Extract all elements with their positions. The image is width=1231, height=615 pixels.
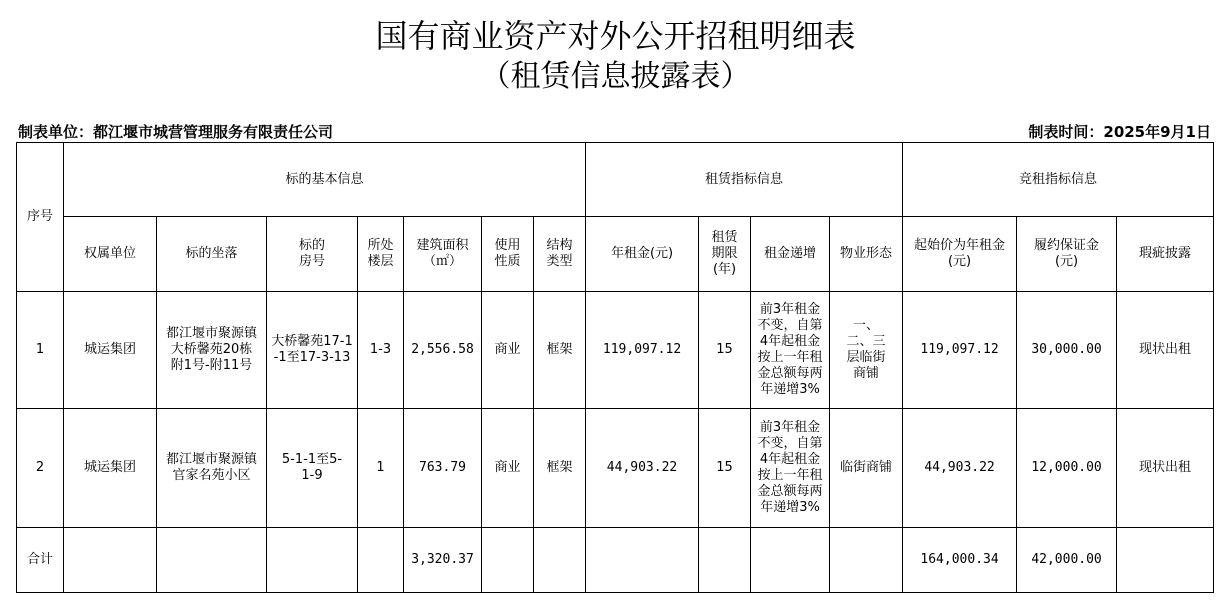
cell-structure: 框架: [534, 292, 586, 409]
cell-room: 5-1-1至5-1-9: [267, 409, 358, 528]
header-group-basic: 标的基本信息: [64, 143, 586, 217]
cell-floor: 1: [358, 409, 404, 528]
header-start-price: 起始价为年租金(元): [903, 217, 1017, 292]
page-title: 国有商业资产对外公开招租明细表: [375, 17, 856, 55]
header-owner: 权属单位: [64, 217, 157, 292]
header-deposit: 履约保证金(元): [1017, 217, 1117, 292]
prepared-date: 制表时间：2025年9月1日: [1028, 123, 1211, 141]
header-floor: 所处楼层: [358, 217, 404, 292]
cell-form: 临街商铺: [830, 409, 903, 528]
page-subtitle: （租赁信息披露表）: [480, 59, 751, 94]
cell-seq: 2: [17, 409, 64, 528]
total-area: 3,320.37: [404, 528, 482, 593]
cell-location: 都江堰市聚源镇 官家名苑小区: [157, 409, 267, 528]
cell-usage: 商业: [482, 292, 534, 409]
total-start-price: 164,000.34: [903, 528, 1017, 593]
total-empty: [751, 528, 830, 593]
cell-term: 15: [699, 292, 751, 409]
total-empty: [1117, 528, 1214, 593]
cell-floor: 1-3: [358, 292, 404, 409]
total-empty: [699, 528, 751, 593]
header-row-groups: [17, 143, 1214, 217]
cell-area: 2,556.58: [404, 292, 482, 409]
header-row-columns: [17, 217, 1214, 292]
cell-defects: 现状出租: [1117, 292, 1214, 409]
cell-increase: 前3年租金不变，自第4年起租金按上一年租金总额每两年递增3%: [751, 409, 830, 528]
cell-increase: 前3年租金不变，自第4年起租金按上一年租金总额每两年递增3%: [751, 292, 830, 409]
table-row: [17, 292, 1214, 409]
cell-owner: 城运集团: [64, 409, 157, 528]
header-term: 租赁期限(年): [699, 217, 751, 292]
header-group-bid: 竞租指标信息: [903, 143, 1214, 217]
cell-form: 一、二、三层临街商铺: [830, 292, 903, 409]
header-usage: 使用性质: [482, 217, 534, 292]
prepared-by-unit: 制表单位：都江堰市城营管理服务有限责任公司: [18, 123, 334, 141]
total-row: [17, 528, 1214, 593]
cell-area: 763.79: [404, 409, 482, 528]
cell-seq: 1: [17, 292, 64, 409]
cell-start-price: 119,097.12: [903, 292, 1017, 409]
header-form: 物业形态: [830, 217, 903, 292]
header-seq: 序号: [17, 143, 64, 292]
total-empty: [830, 528, 903, 593]
header-room: 标的房号: [267, 217, 358, 292]
cell-room: 大桥馨苑17-1-1至17-3-13: [267, 292, 358, 409]
total-empty: [64, 528, 157, 593]
header-area: 建筑面积（㎡）: [404, 217, 482, 292]
table-row: [17, 409, 1214, 528]
total-deposit: 42,000.00: [1017, 528, 1117, 593]
cell-owner: 城运集团: [64, 292, 157, 409]
header-location: 标的坐落: [157, 217, 267, 292]
cell-structure: 框架: [534, 409, 586, 528]
total-empty: [586, 528, 699, 593]
total-label: 合计: [17, 528, 64, 593]
cell-annual-rent: 44,903.22: [586, 409, 699, 528]
lease-table: [16, 142, 1214, 593]
cell-deposit: 12,000.00: [1017, 409, 1117, 528]
header-defects: 瑕疵披露: [1117, 217, 1214, 292]
cell-deposit: 30,000.00: [1017, 292, 1117, 409]
cell-start-price: 44,903.22: [903, 409, 1017, 528]
total-empty: [267, 528, 358, 593]
total-empty: [482, 528, 534, 593]
cell-location: 都江堰市聚源镇 大桥馨苑20栋 附1号-附11号: [157, 292, 267, 409]
total-empty: [534, 528, 586, 593]
cell-term: 15: [699, 409, 751, 528]
header-annual-rent: 年租金(元): [586, 217, 699, 292]
header-structure: 结构类型: [534, 217, 586, 292]
cell-defects: 现状出租: [1117, 409, 1214, 528]
header-increase: 租金递增: [751, 217, 830, 292]
header-group-lease: 租赁指标信息: [586, 143, 903, 217]
total-empty: [358, 528, 404, 593]
total-empty: [157, 528, 267, 593]
cell-usage: 商业: [482, 409, 534, 528]
cell-annual-rent: 119,097.12: [586, 292, 699, 409]
